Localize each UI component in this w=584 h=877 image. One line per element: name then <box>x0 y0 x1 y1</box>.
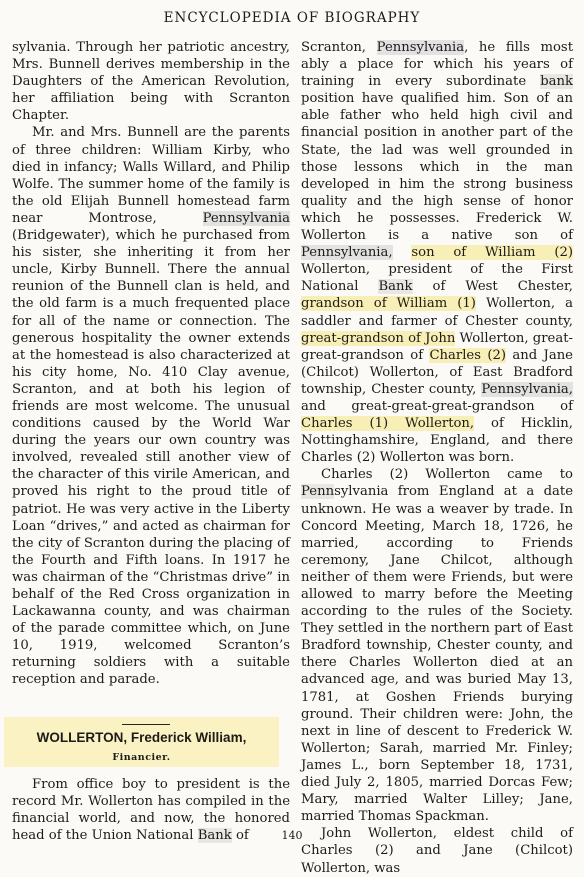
page-number: 140 <box>281 829 303 842</box>
text-span: and great-great-great-grandson of <box>301 398 573 414</box>
search-highlight: Charles (2) <box>429 347 507 363</box>
text-span: , he fills most ably a place for which his years of training in every subordinate <box>301 40 574 90</box>
text-span: sylvania from England at a date unknown. He was a weaver by trade. In Concord Meeting, March 18, 1726, he married, according to Friends ceremony, Jane Chilcot, although neither of them were Friends, but were allowed to marry before the Meeting according to the rules of the Society. They settled in the northern part of East Bradford township, Chester county, and there Charles Wollerton died at an advanced age, and was buried May 13, 1781, at Goshen Friends burying ground. Their children were: John, the next in line of descent to Frederick W. Wollerton; Sarah, married Mr. Finley; James L., born September 18, 1731, died July 2, 1805, married Dorcas Few; Mary, married Walter Lilley; Jane, married Thomas Spackman. <box>301 484 573 825</box>
right-paragraph-3: John Wollerton, eldest child of Charles (2) and Jane (Chilcot) Wollerton, was <box>301 826 573 876</box>
text-span: Mr. and Mrs. Bunnell are the parents of three children: William Kirby, who died in infancy; Walls Willard, and Philip Wolfe. The summer home of the family is the old Elijah Bunnell homestead farm near Montrose, <box>12 125 290 226</box>
search-highlight: bank <box>540 74 573 90</box>
search-highlight: grandson of William (1) <box>301 296 476 312</box>
section-rule <box>122 724 170 725</box>
search-highlight: Pennsylvania <box>376 40 465 55</box>
text-span: (Bridgewater), which he purchased from his sister, she inheriting it from her uncle, Kirby Bunnell. There the annual reunion of the Bunnell clan is held, and the old farm is a much frequented place for all of the name or connection. The generous hospitality the owner extends at the homestead is also characterized at his city home, No. 410 Clay avenue, Scranton, and at both his legion of friends are most welcome. The unusual conditions caused by the World War during the years our own country was involved, revealed still another view of the character of this virile American, and proved his right to the proud title of patriot. He was very active in the Liberty Loan “drives,” and acted as chairman for the city of Scranton during the placing of the Fourth and Fifth loans. In 1917 he was chairman of the “Christmas drive” in behalf of the Red Cross organization in Lackawanna county, and was chairman of the parade committee which, on June 10, 1919, welcomed Scranton’s returning soldiers with a suitable reception and parade. <box>12 228 290 688</box>
search-highlight: Pennsylvania, <box>481 381 573 397</box>
text-span: Wollerton, president of the First National <box>301 262 573 295</box>
entry-heading-box <box>4 717 279 767</box>
text-span: of West Chester, <box>432 279 573 295</box>
right-paragraph-1 <box>301 39 573 466</box>
text-span: and Jane (Chilcot) Wollerton, of East Bradford township, Chester county, <box>301 347 573 397</box>
right-paragraph-2 <box>301 466 573 825</box>
search-highlight: Pennsylvania <box>202 210 290 226</box>
text-span: From office boy to president is the record Mr. Wollerton has compiled in the financial world, and now, the honored head of the Union National <box>12 777 290 844</box>
search-highlight: great-grandson of John <box>301 330 456 346</box>
text-span: Wollerton, a saddler and farmer of Chester county, <box>301 296 573 329</box>
text-span: Wollerton, great-great-grandson of <box>301 330 573 363</box>
text-span: of <box>235 828 249 844</box>
text-span: of Hicklin, Nottinghamshire, England, and there Charles (2) Wollerton was born. <box>301 416 573 466</box>
left-column <box>12 39 290 689</box>
search-highlight: Bank <box>378 279 413 295</box>
entry-name: WOLLERTON, Frederick William, <box>36 730 247 745</box>
search-highlight: Pennsylvania, <box>301 245 393 261</box>
left-paragraph-2 <box>12 124 290 688</box>
search-highlight: son of William (2) <box>411 245 573 261</box>
search-highlight: Bank <box>197 828 232 844</box>
left-paragraph-1: sylvania. Through her patriotic ancestry, Mrs. Bunnell derives membership in the Daughters of the American Revolution, her affiliation being with Scranton Chapter. <box>12 40 290 124</box>
text-span: Scranton, <box>301 40 367 55</box>
text-span: position have qualified him. Son of an able father who held high civil and financial position in another part of the State, the lad was well grounded in those lessons which in the man developed in him the strong business quality and the high sense of honor which he possesses. Frederick W. Wollerton is a native son of <box>301 91 573 244</box>
running-head: ENCYCLOPEDIA OF BIOGRAPHY <box>163 10 421 26</box>
text-span: Charles (2) Wollerton came to <box>321 467 573 483</box>
entry-role: Financier. <box>112 752 171 763</box>
search-highlight: Penn <box>301 484 335 500</box>
right-column <box>301 39 573 877</box>
search-highlight: Charles (1) Wollerton, <box>301 416 475 432</box>
